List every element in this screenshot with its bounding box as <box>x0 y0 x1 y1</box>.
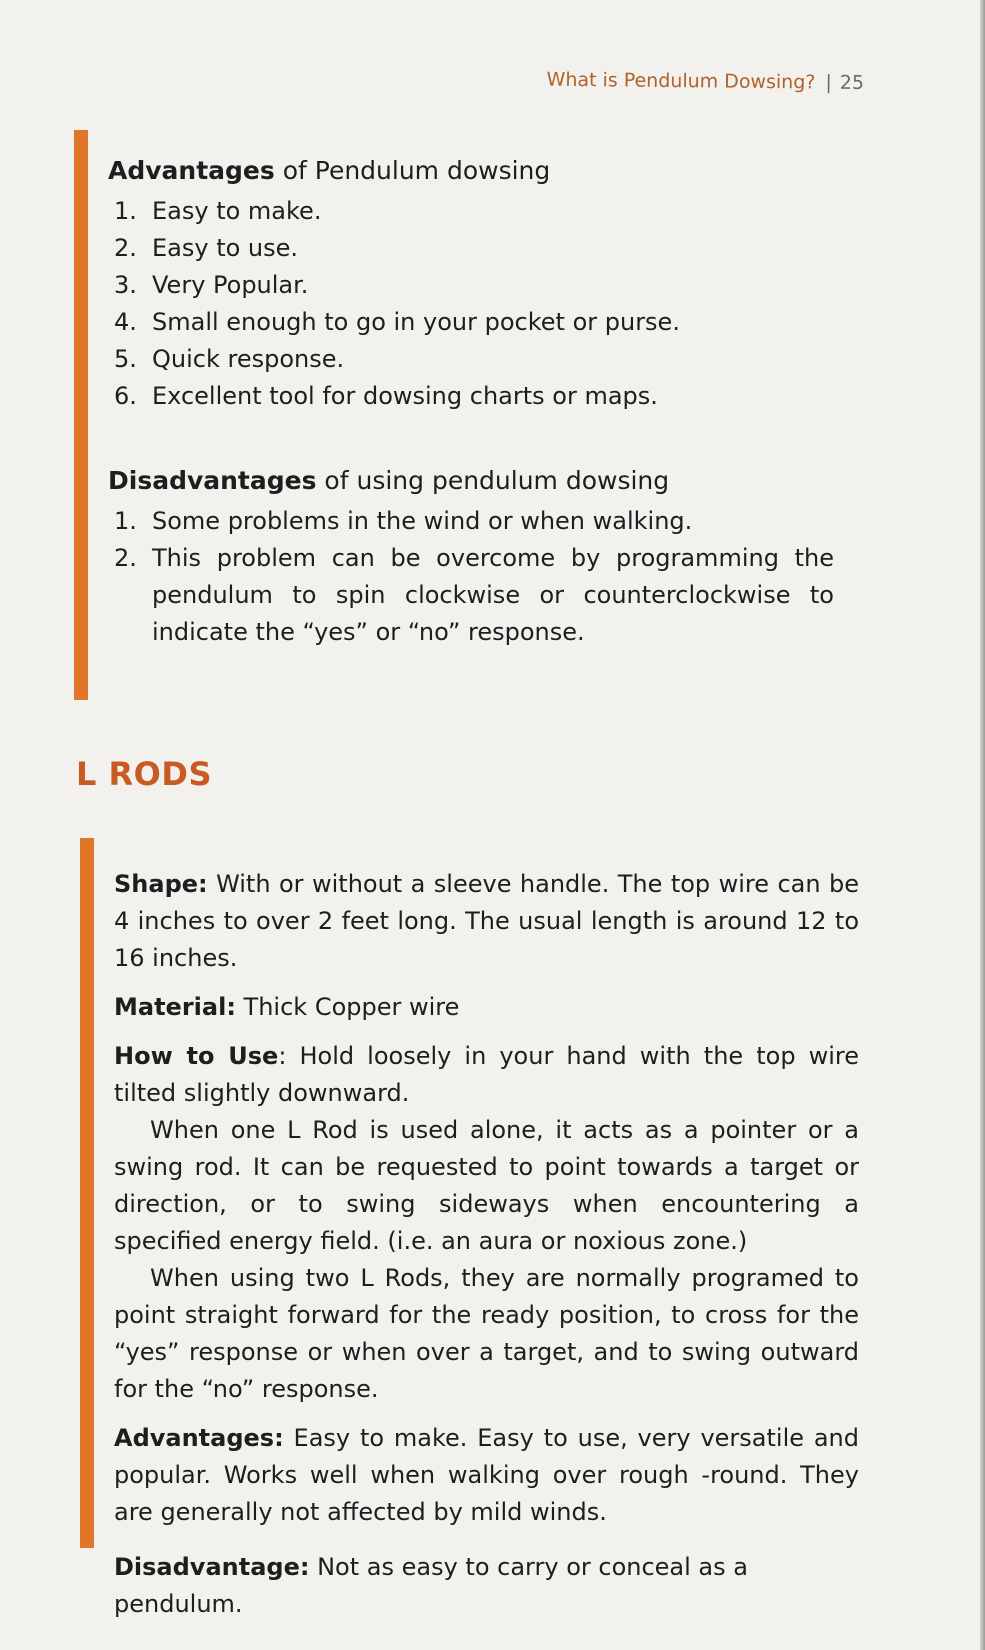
list-item <box>114 378 858 415</box>
l-rods-disadvantage-label: Disadvantage: <box>114 1553 310 1581</box>
l-rods-advantages-label: Advantages: <box>114 1424 284 1452</box>
l-rods-block <box>80 838 864 1618</box>
list-number: 1. <box>114 197 137 225</box>
list-item <box>114 193 858 230</box>
list-text: Some problems in the wind or when walking. <box>152 507 693 535</box>
shape-paragraph <box>114 866 859 977</box>
advantages-heading-bold: Advantages <box>108 156 275 185</box>
l-rods-advantages-paragraph <box>114 1420 859 1531</box>
two-rods-paragraph: When using two L Rods, they are normally programed to point straight forward for the ready position, to cross for the “yes” response or when over a target, and to swing outward for the “no” response. <box>114 1264 859 1403</box>
l-rods-disadvantage-paragraph <box>114 1549 859 1623</box>
material-label: Material: <box>114 993 236 1021</box>
disadvantages-heading-bold: Disadvantages <box>108 466 317 495</box>
l-rods-content <box>114 866 859 1623</box>
pendulum-disadvantages <box>108 466 858 651</box>
disadvantages-list <box>114 503 834 651</box>
advantages-list <box>114 193 858 415</box>
list-number: 2. <box>114 234 137 262</box>
l-rods-advantages-text: Easy to make. Easy to use, very versatile and popular. Works well when walking over rough -round. They are generally not affected by mild winds. <box>114 1424 859 1526</box>
list-number: 5. <box>114 345 137 373</box>
list-item <box>114 503 834 540</box>
running-head-separator: | <box>825 71 832 94</box>
list-text: Excellent tool for dowsing charts or maps. <box>152 382 658 410</box>
list-number: 3. <box>114 271 137 299</box>
section-title-l-rods: L RODS <box>76 755 212 793</box>
material-paragraph <box>114 989 859 1026</box>
list-item <box>114 341 858 378</box>
list-item <box>114 230 858 267</box>
list-item <box>114 267 858 304</box>
list-text: This problem can be overcome by programming the pendulum to spin clockwise or counterclockwise to indicate the “yes” or “no” response. <box>152 544 834 646</box>
one-rod-paragraph: When one L Rod is used alone, it acts as a pointer or a swing rod. It can be requested to point towards a target or direction, or to swing sideways when encountering a specified energy field. (i.e. an aura or noxious zone.) <box>114 1116 859 1255</box>
advantages-heading <box>108 156 858 185</box>
how-to-use-text: : Hold loosely in your hand with the top wire tilted slightly downward. <box>114 1042 860 1107</box>
how-to-use-label: How to Use <box>114 1042 279 1070</box>
list-item <box>114 304 858 341</box>
list-text: Easy to make. <box>152 197 322 225</box>
l-rods-disadvantage-text: Not as easy to carry or conceal as a pendulum. <box>114 1553 748 1618</box>
how-to-use-paragraph <box>114 1038 859 1112</box>
shape-text: With or without a sleeve handle. The top wire can be 4 inches to over 2 feet long. The usual length is around 12 to 16 inches. <box>114 870 859 972</box>
disadvantages-heading-rest: of using pendulum dowsing <box>316 466 670 495</box>
list-item <box>114 540 834 651</box>
list-number: 4. <box>114 308 137 336</box>
shape-label: Shape: <box>114 870 208 898</box>
page-edge <box>980 0 985 1650</box>
list-text: Quick response. <box>152 345 345 373</box>
pendulum-advantages <box>108 156 858 415</box>
list-text: Small enough to go in your pocket or purse. <box>152 308 680 336</box>
material-text: Thick Copper wire <box>235 993 460 1021</box>
list-number: 1. <box>114 507 137 535</box>
list-text: Easy to use. <box>152 234 299 262</box>
list-text: Very Popular. <box>152 271 309 299</box>
disadvantages-heading <box>108 466 858 495</box>
page-number: 25 <box>839 71 865 94</box>
pendulum-pros-cons-block <box>74 130 858 700</box>
list-number: 6. <box>114 382 137 410</box>
running-head <box>0 63 864 94</box>
running-head-title: What is Pendulum Dowsing? <box>546 68 816 94</box>
list-number: 2. <box>114 544 137 572</box>
advantages-heading-rest: of Pendulum dowsing <box>274 156 551 185</box>
